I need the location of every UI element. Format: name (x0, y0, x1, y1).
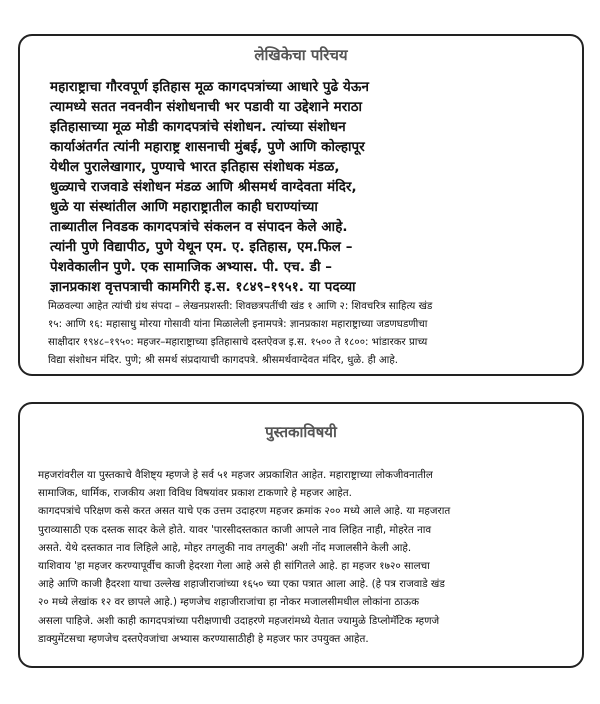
bibliography-line: मिळवल्या आहेत त्यांची ग्रंथ संपदा – लेखनप्रशस्ती: शिवछत्रपतींची खंड १ आणि २: शिवचरित्र साहित्य खंड (48, 301, 433, 312)
book-text-line: आहे आणि काजी हैदरशा याचा उल्लेख शहाजीराजांच्या १६५० च्या एका पत्रात आला आहे. (हे पत्र राजवाडे खंड (38, 578, 445, 591)
bibliography-line: १५: आणि १६: महासाधु मोरया गोसावी यांना मिळालेली इनामपत्रे: ज्ञानप्रकाश महाराष्ट्राच्या जडणघडणीचा (48, 319, 428, 330)
bio-line: त्यामध्ये सतत नवनवीन संशोधनाची भर पडावी या उद्देशाने मराठा (50, 100, 363, 115)
bibliography-line: साक्षीदार १९४८–१९५०: महजर–महाराष्ट्राच्या इतिहासाचे दस्तऐवज इ.स. १५०० ते १८००: भांडारकर प्राच्य (48, 337, 428, 348)
bio-line: महाराष्ट्राचा गौरवपूर्ण इतिहास मूळ कागदपत्रांच्या आधारे पुढे येऊन (50, 80, 370, 95)
book-text-line: कागदपत्रांचे परिक्षण कसे करत असत याचे एक उत्तम उदाहरण महजर क्रमांक २०० मध्ये आले आहे. या महजरात (38, 505, 451, 518)
book-text-line: पुराव्यासाठी एक दस्तक सादर केले होते. यावर 'पारसीदस्तकात काजी आपले नाव लिहित नाही, मोहरेत नाव (38, 523, 432, 536)
author-intro-box (18, 34, 584, 376)
bio-line: त्यांनी पुणे विद्यापीठ, पुणे येथून एम. ए. इतिहास, एम.फिल – (50, 240, 353, 255)
book-text-line: २० मध्ये लेखांक १२ वर छापले आहे.) म्हणजेच शहाजीराजांचा हा नोकर मजालसीमधील लोकांना ठाऊक (38, 596, 420, 609)
book-text-line: असते. येथे दस्तकात नाव लिहिले आहे, मोहर तगलुकी नाव तगलुकी' अशी नोंद मजालसीने केली आहे. (38, 541, 412, 554)
bio-line: ज्ञानप्रकाश वृत्तपत्राची कामगिरी इ.स. १८४९–१९५१. या पदव्या (50, 280, 356, 295)
about-book-title: पुस्तकाविषयी (265, 423, 337, 441)
about-book-box (18, 402, 584, 668)
book-text-line: याशिवाय 'हा महजर करण्यापूर्वीच काजी हेदरशा गेला आहे असे ही सांगितले आहे. हा महजर १७२० सालचा (38, 560, 430, 573)
bio-line: येथील पुरालेखागार, पुण्याचे भारत इतिहास संशोधक मंडळ, (50, 160, 340, 175)
bio-line: इतिहासाच्या मूळ मोडी कागदपत्रांचे संशोधन. त्यांच्या संशोधन (50, 120, 346, 135)
bio-line: धुळे या संस्थांतील आणि महाराष्ट्रातील काही घराण्यांच्या (50, 200, 318, 215)
author-intro-text (20, 78, 582, 370)
book-text-line: असला पाहिजे. अशी काही कागदपत्रांच्या परीक्षणाची उदाहरणे महजरांमध्ये येतात ज्यामुळे डिप्लोमॅटिक म्हणजे (38, 614, 440, 627)
book-text-line: महजरांवरील या पुस्तकाचे वैशिष्ट्य म्हणजे हे सर्व ५१ महजर अप्रकाशित आहेत. महाराष्ट्राच्या लोकजीवनातील (38, 469, 433, 481)
bio-line: पेशवेकालीन पुणे. एक सामाजिक अभ्यास. पी. एच. डी – (50, 260, 333, 275)
bio-line: ताब्यातील निवडक कागदपत्रांचे संकलन व संपादन केले आहे. (50, 220, 348, 235)
about-book-text (20, 466, 582, 648)
book-text-line: सामाजिक, धार्मिक, राजकीय अशा विविध विषयांवर प्रकाश टाकणारे हे महजर आहेत. (38, 487, 352, 500)
bio-line: कार्याअंतर्गत त्यांनी महाराष्ट्र शासनाची मुंबई, पुणे आणि कोल्हापूर (50, 140, 365, 155)
bio-line: धुळ्याचे राजवाडे संशोधन मंडळ आणि श्रीसमर्थ वाग्देवता मंदिर, (50, 180, 357, 195)
author-intro-title: लेखिकेचा परिचय (254, 46, 348, 64)
book-text-line: डाक्युमेंटसचा म्हणजेच दस्तऐवजांचा अभ्यास करण्यासाठीही हे महजर फार उपयुक्त आहेत. (38, 632, 369, 645)
bibliography-line: विद्या संशोधन मंदिर. पुणे; श्री समर्थ संप्रदायाची कागदपत्रे. श्रीसमर्थवाग्देवत मंदिर, धुळे. ही आहे. (48, 355, 398, 366)
